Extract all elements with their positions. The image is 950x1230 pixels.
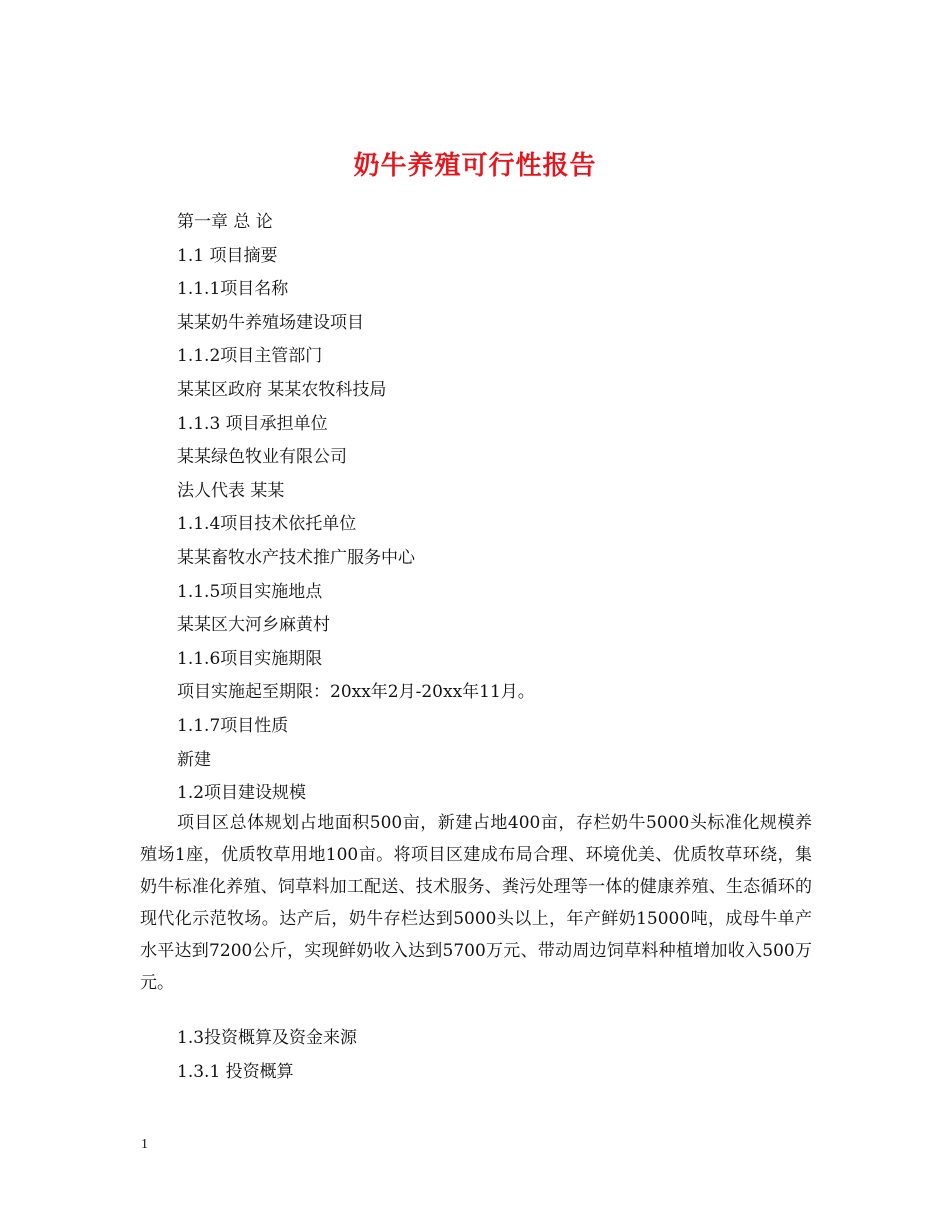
body-line: 某某绿色牧业有限公司: [177, 447, 347, 468]
subsection-heading: 1.1.2项目主管部门: [177, 346, 323, 367]
section-heading: 1.3投资概算及资金来源: [177, 1028, 358, 1048]
subsection-heading: 1.1.1项目名称: [177, 279, 289, 300]
subsection-heading: 1.1.5项目实施地点: [177, 581, 323, 602]
section-lines: [177, 206, 827, 811]
section-lines-after: [177, 1022, 827, 1089]
chapter-heading: 第一章 总 论: [177, 212, 273, 232]
page-number: 1: [141, 1137, 148, 1152]
subsection-heading: 1.1.7项目性质: [177, 715, 289, 736]
subsection-heading: 1.3.1 投资概算: [177, 1061, 294, 1082]
subsection-heading: 1.1.6项目实施期限: [177, 648, 323, 669]
subsection-heading: 1.1.4项目技术依托单位: [177, 514, 357, 535]
section-heading: 1.1 项目摘要: [177, 245, 278, 266]
body-line: 法人代表 某某: [177, 480, 285, 501]
body-line: 新建: [177, 749, 211, 770]
section-heading: 1.2项目建设规模: [177, 783, 307, 804]
body-line: 某某区政府 某某农牧科技局: [177, 379, 387, 400]
body-line: 某某奶牛养殖场建设项目: [177, 312, 364, 333]
body-line: 项目实施起至期限：20xx年2月-20xx年11月。: [177, 682, 535, 703]
document-title: 奶牛养殖可行性报告: [353, 151, 597, 182]
body-line: 某某畜牧水产技术推广服务中心: [177, 547, 415, 568]
body-line: 某某区大河乡麻黄村: [177, 615, 330, 636]
scale-paragraph: 项目区总体规划占地面积500亩，新建占地400亩，存栏奶牛5000头标准化规模养殖场1座，优质牧草用地100亩。将项目区建成布局合理、环境优美、优质牧草环绕，集奶牛标准化养殖、饲草料加工配送、技术服务、粪污处理等一体的健康养殖、生态循环的现代化示范牧场。达产后，奶牛存栏达到5000头以上，年产鲜奶15000吨，成母牛单产水平达到7200公斤，实现鲜奶收入达到5700万元、带动周边饲草料种植增加收入500万元。: [140, 813, 812, 993]
subsection-heading: 1.1.3 项目承担单位: [177, 413, 328, 434]
